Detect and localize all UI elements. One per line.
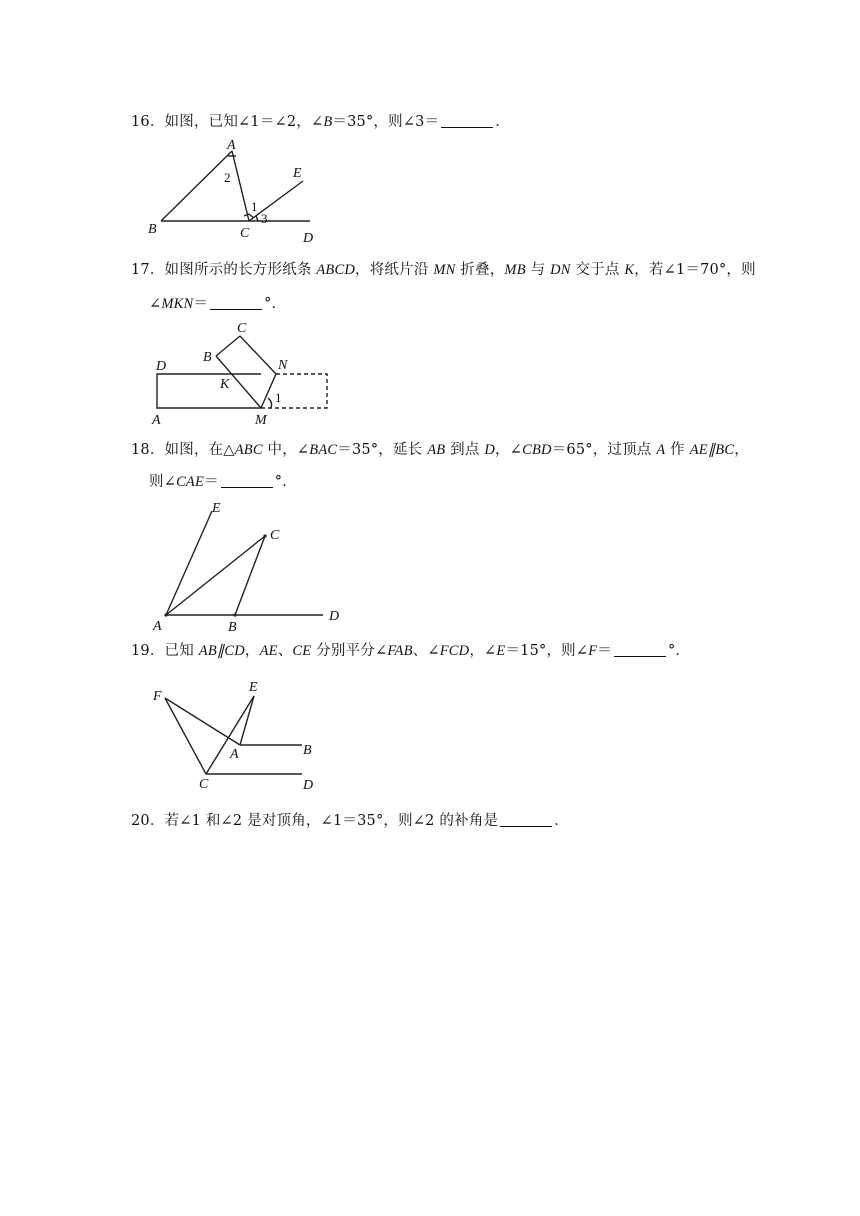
label-D: D xyxy=(156,359,167,374)
q19-var: CD xyxy=(224,643,245,659)
q17-var: MB xyxy=(504,262,526,278)
angle-3-mark xyxy=(256,216,258,221)
q18-text: ＝ xyxy=(204,474,219,490)
label-C: C xyxy=(270,528,280,543)
q19-var: F xyxy=(588,643,598,659)
q19-var: FAB xyxy=(387,643,413,659)
label-E: E xyxy=(293,166,302,181)
q17-text: °． xyxy=(264,296,287,312)
point-A xyxy=(164,613,167,616)
label-A: A xyxy=(230,747,239,762)
label-3: 3 xyxy=(261,211,268,226)
label-N: N xyxy=(278,358,288,373)
q17-var: MKN xyxy=(161,296,194,312)
q19-var: AE xyxy=(259,643,278,659)
q18-answer-blank[interactable] xyxy=(221,472,273,488)
q20-answer-blank[interactable] xyxy=(500,811,552,827)
q18-var: D xyxy=(484,442,496,458)
q17-figure xyxy=(140,318,340,428)
question-19 xyxy=(131,641,690,661)
question-16 xyxy=(131,112,510,132)
q17-text: 与 xyxy=(525,262,551,278)
label-A: A xyxy=(152,413,161,428)
q18-parallel: ∥ xyxy=(707,442,716,458)
q17-var: K xyxy=(624,262,635,278)
q16-figure xyxy=(140,135,340,245)
label-B: B xyxy=(303,743,312,758)
question-17 xyxy=(131,260,756,280)
q19-text: ＝ xyxy=(597,643,612,659)
q19-text: °． xyxy=(667,643,691,659)
question-18-line2 xyxy=(149,472,297,492)
q17-text: ，若∠1＝70°，则 xyxy=(634,262,756,278)
q17-answer-blank[interactable] xyxy=(210,294,262,310)
q16-text: ＝35°，则∠3＝ xyxy=(332,114,440,130)
q19-var: CE xyxy=(292,643,312,659)
q18-text: °． xyxy=(274,474,297,490)
label-A: A xyxy=(153,619,162,634)
q19-text: ，∠ xyxy=(469,643,497,659)
point-C xyxy=(263,534,266,537)
q16-answer-blank[interactable] xyxy=(441,112,493,128)
line-ae xyxy=(240,696,254,745)
q18-figure xyxy=(140,496,360,636)
label-B: B xyxy=(228,620,237,635)
q18-var: ABC xyxy=(234,442,263,458)
q18-text: 则∠ xyxy=(149,474,177,490)
angle-1-mark xyxy=(268,398,272,408)
q18-var: AB xyxy=(427,442,446,458)
q18-text: 中，∠ xyxy=(262,442,310,458)
q18-text: ， xyxy=(734,442,749,458)
q19-var: E xyxy=(496,643,506,659)
q18-var: CAE xyxy=(176,474,205,490)
question-17-line2 xyxy=(149,294,286,314)
q19-text: 、∠ xyxy=(412,643,440,659)
q19-parallel: ∥ xyxy=(216,643,225,659)
q19-text: ， xyxy=(244,643,260,659)
q17-var: DN xyxy=(550,262,571,278)
q18-text: 作 xyxy=(665,442,690,458)
q18-var: AE xyxy=(689,442,708,458)
q19-figure xyxy=(140,674,340,794)
line-ce xyxy=(206,696,254,774)
label-2: 2 xyxy=(224,170,231,185)
line-fc xyxy=(165,698,206,774)
question-20 xyxy=(131,811,569,831)
label-C: C xyxy=(199,777,209,792)
q18-text: 18．如图，在△ xyxy=(131,442,235,458)
line-ac xyxy=(232,151,249,221)
label-M: M xyxy=(255,413,267,428)
label-K: K xyxy=(220,377,230,392)
fold-mn xyxy=(261,374,276,408)
q19-text: 19．已知 xyxy=(131,643,199,659)
line-cn xyxy=(240,336,276,374)
label-B: B xyxy=(148,222,157,237)
q18-var: A xyxy=(656,442,666,458)
label-D: D xyxy=(303,778,314,793)
label-F: F xyxy=(153,689,162,704)
q17-text: ∠ xyxy=(149,296,162,312)
label-A: A xyxy=(227,138,236,153)
label-B: B xyxy=(203,350,212,365)
q18-text: ＝35°，延长 xyxy=(337,442,428,458)
q18-text: ，∠ xyxy=(495,442,523,458)
question-18 xyxy=(131,440,749,460)
line-ba xyxy=(161,151,232,221)
q19-text: ＝15°，则∠ xyxy=(505,643,589,659)
label-1: 1 xyxy=(251,199,258,214)
q17-text: 折叠， xyxy=(455,262,505,278)
label-D: D xyxy=(329,609,340,624)
label-1: 1 xyxy=(275,390,282,405)
q19-text: 分别平分∠ xyxy=(311,643,388,659)
point-B xyxy=(233,613,236,616)
q17-text: ＝ xyxy=(193,296,209,312)
q20-text: 20．若∠1 和∠2 是对顶角，∠1＝35°，则∠2 的补角是 xyxy=(131,813,499,829)
label-E: E xyxy=(249,680,258,695)
q18-text: 到点 xyxy=(445,442,485,458)
q16-text: ． xyxy=(495,114,511,130)
line-bc xyxy=(216,336,240,356)
label-D: D xyxy=(303,231,314,246)
label-C: C xyxy=(240,226,250,241)
q19-var: FCD xyxy=(439,643,470,659)
label-C: C xyxy=(237,321,247,336)
q17-text: 交于点 xyxy=(570,262,625,278)
q19-answer-blank[interactable] xyxy=(614,641,666,657)
q18-var: CBD xyxy=(522,442,552,458)
q18-text: ＝65°，过顶点 xyxy=(551,442,657,458)
line-ae xyxy=(166,511,212,615)
q18-var: BC xyxy=(715,442,735,458)
q18-var: BAC xyxy=(309,442,338,458)
q17-text: 17．如图所示的长方形纸条 xyxy=(131,262,317,278)
q19-var: AB xyxy=(198,643,217,659)
q17-text: ，将纸片沿 xyxy=(355,262,434,278)
label-E: E xyxy=(212,501,221,516)
q17-var: ABCD xyxy=(316,262,356,278)
angle-1-mark xyxy=(244,214,254,218)
q16-var: B xyxy=(323,114,333,130)
q20-text: ． xyxy=(554,813,569,829)
q17-var: MN xyxy=(433,262,456,278)
q16-text: 16．如图，已知∠1＝∠2，∠ xyxy=(131,114,324,130)
q19-text: 、 xyxy=(277,643,293,659)
